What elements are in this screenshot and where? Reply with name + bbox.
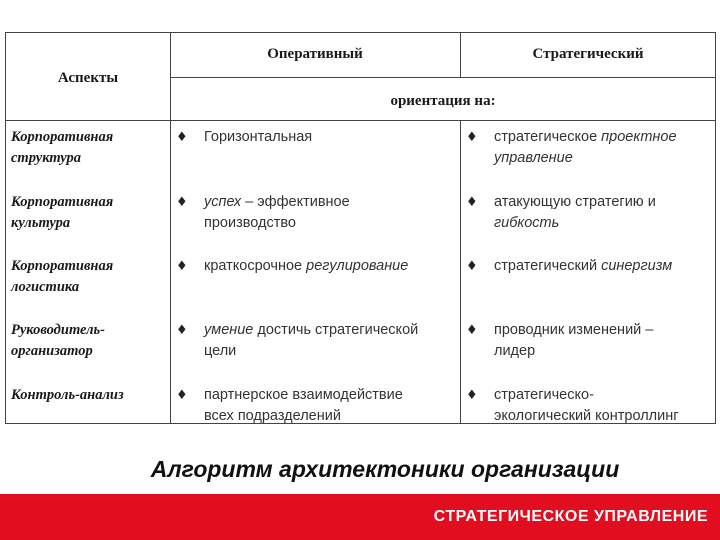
- bullet-icon: ♦: [466, 259, 478, 274]
- aspect-line: культура: [11, 215, 71, 231]
- cell-line: [494, 320, 653, 341]
- cell-text: – эффективное: [241, 194, 350, 210]
- aspect-line: структура: [11, 150, 82, 166]
- aspect-label: [11, 320, 161, 362]
- cell-text: всех подразделений: [204, 408, 341, 424]
- cell-text: краткосрочное: [204, 258, 307, 274]
- bullet-icon: ♦: [466, 195, 478, 210]
- header-strategic: Стратегический: [532, 46, 644, 62]
- cell-text: проектное: [601, 129, 677, 145]
- aspect-line: Корпоративная: [11, 258, 114, 274]
- cell-text: производство: [204, 215, 296, 231]
- operative-cell: [204, 385, 403, 427]
- cell-text: атакующую стратегию и: [494, 194, 656, 210]
- footer-banner: [0, 494, 720, 540]
- cell-text: партнерское взаимодействие: [204, 387, 403, 403]
- aspect-line: Корпоративная: [11, 194, 114, 210]
- aspect-label: [11, 192, 161, 234]
- slide-caption: Алгоритм архитектоники организации: [150, 456, 620, 482]
- column-divider: [460, 121, 461, 423]
- aspect-label: [11, 127, 161, 169]
- header-operative: Оперативный: [267, 46, 363, 62]
- header-divider: [170, 77, 715, 78]
- cell-text: управление: [494, 150, 573, 166]
- cell-text: успех: [204, 194, 242, 210]
- aspect-line: Корпоративная: [11, 129, 114, 145]
- cell-line: [494, 148, 677, 169]
- bullet-icon: ♦: [176, 195, 188, 210]
- aspect-label: [11, 256, 161, 298]
- aspect-label: [11, 385, 161, 406]
- operative-cell: [204, 256, 408, 277]
- bullet-icon: ♦: [466, 388, 478, 403]
- cell-line: [494, 406, 679, 427]
- header-bottom-border: [6, 120, 715, 121]
- cell-text: цели: [204, 343, 237, 359]
- cell-text: стратегический: [494, 258, 602, 274]
- cell-text: умение: [204, 322, 254, 338]
- aspect-line: логистика: [11, 279, 80, 295]
- cell-line: [204, 256, 408, 277]
- aspects-table: [5, 32, 716, 424]
- cell-line: [494, 256, 672, 277]
- bullet-icon: ♦: [466, 130, 478, 145]
- cell-line: [494, 192, 656, 213]
- bullet-icon: ♦: [466, 323, 478, 338]
- cell-text: экологический контроллинг: [494, 408, 679, 424]
- cell-text: достичь стратегической: [253, 322, 419, 338]
- footer-title: СТРАТЕГИЧЕСКОЕ УПРАВЛЕНИЕ: [433, 508, 708, 525]
- cell-line: [494, 213, 656, 234]
- bullet-icon: ♦: [176, 388, 188, 403]
- strategic-cell: [494, 127, 677, 169]
- bullet-icon: ♦: [176, 130, 188, 145]
- strategic-cell: [494, 385, 679, 427]
- header-aspects: Аспекты: [57, 70, 119, 86]
- cell-line: [204, 406, 403, 427]
- cell-line: [204, 341, 418, 362]
- cell-text: синергизм: [601, 258, 673, 274]
- cell-line: [494, 341, 653, 362]
- column-divider: [170, 33, 171, 423]
- aspect-line: Контроль-анализ: [11, 387, 124, 403]
- cell-text: проводник изменений –: [494, 322, 654, 338]
- cell-text: стратегическое: [494, 129, 602, 145]
- aspect-line: организатор: [11, 343, 93, 359]
- aspect-line: Руководитель-: [11, 322, 106, 338]
- cell-line: [204, 127, 312, 148]
- strategic-cell: [494, 256, 672, 277]
- cell-text: регулирование: [306, 258, 409, 274]
- cell-text: лидер: [494, 343, 536, 359]
- cell-text: Горизонтальная: [204, 129, 313, 145]
- cell-line: [494, 385, 679, 406]
- bullet-icon: ♦: [176, 323, 188, 338]
- cell-line: [204, 320, 418, 341]
- cell-line: [204, 192, 350, 213]
- cell-line: [494, 127, 677, 148]
- operative-cell: [204, 192, 350, 234]
- cell-line: [204, 213, 350, 234]
- strategic-cell: [494, 192, 656, 234]
- header-orientation: ориентация на:: [390, 93, 496, 109]
- cell-text: гибкость: [494, 215, 560, 231]
- bullet-icon: ♦: [176, 259, 188, 274]
- strategic-cell: [494, 320, 653, 362]
- cell-text: стратегическо-: [494, 387, 594, 403]
- cell-line: [204, 385, 403, 406]
- operative-cell: [204, 320, 418, 362]
- operative-cell: [204, 127, 312, 148]
